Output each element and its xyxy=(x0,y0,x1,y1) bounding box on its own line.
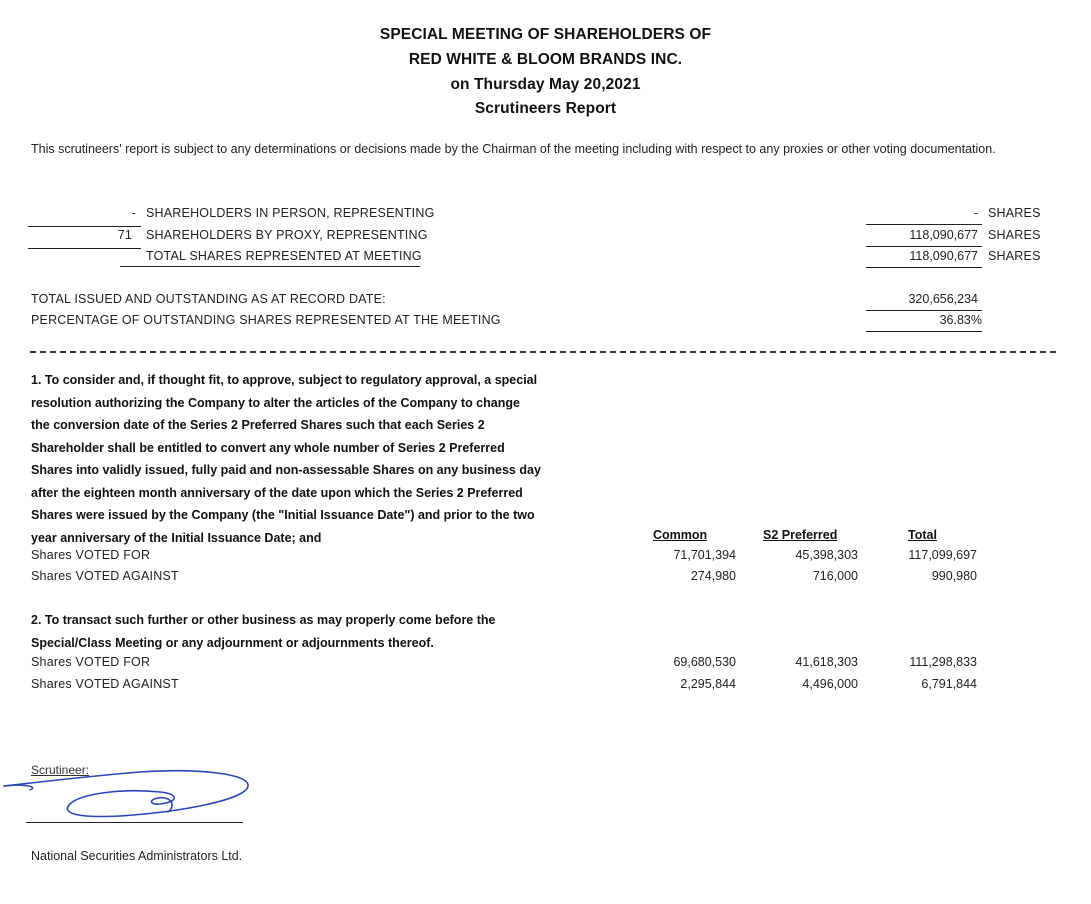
res2-for-label: Shares VOTED FOR xyxy=(31,655,151,669)
signature-stroke xyxy=(4,771,248,817)
res2-against-label: Shares VOTED AGAINST xyxy=(31,677,179,691)
title-line-1: SPECIAL MEETING OF SHAREHOLDERS OF xyxy=(379,26,712,43)
report-title: Scrutineers Report xyxy=(474,100,617,117)
res2-against-total: 6,791,844 xyxy=(921,677,977,691)
proxy-unit: SHARES xyxy=(988,228,1041,242)
resolution-1-text xyxy=(31,369,631,549)
res1-for-label: Shares VOTED FOR xyxy=(31,548,151,562)
resolution-1-line: after the eighteen month anniversary of the date upon which the Series 2 Preferred xyxy=(31,485,523,500)
in-person-shares-line xyxy=(866,224,982,225)
issued-outstanding-value: 320,656,234 xyxy=(908,292,978,306)
disclaimer-text: This scrutineers' report is subject to any determinations or decisions made by the Chairman of the meeting including with respect to any proxies or other voting documentation. xyxy=(31,142,996,156)
column-total: Total xyxy=(908,528,937,542)
resolution-1-line: resolution authorizing the Company to alter the articles of the Company to change xyxy=(31,395,520,410)
in-person-count: - xyxy=(131,206,136,220)
percentage-line-1 xyxy=(866,331,982,332)
total-represented-label: TOTAL SHARES REPRESENTED AT MEETING xyxy=(146,249,422,263)
resolution-2-line: 2. To transact such further or other business as may properly come before the xyxy=(31,613,496,627)
resolution-1-line: 1. To consider and, if thought fit, to approve, subject to regulatory approval, a special xyxy=(31,373,538,387)
total-represented-shares: 118,090,677 xyxy=(909,249,978,263)
proxy-shares-line xyxy=(866,246,982,247)
res1-against-common: 274,980 xyxy=(690,569,736,583)
in-person-label: SHAREHOLDERS IN PERSON, REPRESENTING xyxy=(146,206,435,220)
resolution-1-line: Shareholder shall be entitled to convert any whole number of Series 2 Preferred xyxy=(31,440,505,455)
proxy-count: 71 xyxy=(117,228,132,242)
resolution-2-line: Special/Class Meeting or any adjournment or adjournments thereof. xyxy=(31,635,434,650)
res2-for-preferred: 41,618,303 xyxy=(795,655,858,669)
meeting-date: on Thursday May 20,2021 xyxy=(450,76,641,93)
scrutineer-label: Scrutineer: xyxy=(31,763,90,777)
res2-against-preferred: 4,496,000 xyxy=(802,677,858,691)
in-person-unit: SHARES xyxy=(988,206,1041,220)
proxy-label: SHAREHOLDERS BY PROXY, REPRESENTING xyxy=(146,228,428,242)
total-shares-line xyxy=(866,267,982,268)
res1-for-total: 117,099,697 xyxy=(908,548,977,562)
signature-line xyxy=(26,822,243,823)
percentage-value: 36.83% xyxy=(939,313,982,327)
signature-tail-stroke xyxy=(4,785,33,790)
res1-against-preferred: 716,000 xyxy=(812,569,858,583)
res2-against-common: 2,295,844 xyxy=(680,677,736,691)
proxy-count-line xyxy=(28,248,141,249)
company-name: RED WHITE & BLOOM BRANDS INC. xyxy=(408,51,683,68)
issued-value-line xyxy=(866,310,982,311)
resolution-1-line: Shares into validly issued, fully paid and non-assessable Shares on any business day xyxy=(31,463,541,477)
resolution-1-line: the conversion date of the Series 2 Preferred Shares such that each Series 2 xyxy=(31,418,485,432)
in-person-shares: - xyxy=(973,206,978,220)
resolution-2-text xyxy=(31,609,631,654)
res1-against-total: 990,980 xyxy=(931,569,977,583)
issued-outstanding-label: TOTAL ISSUED AND OUTSTANDING AS AT RECORD DATE: xyxy=(31,292,386,306)
proxy-shares: 118,090,677 xyxy=(909,228,978,242)
percentage-label: PERCENTAGE OF OUTSTANDING SHARES REPRESENTED AT THE MEETING xyxy=(31,313,501,327)
total-represented-unit: SHARES xyxy=(988,249,1041,263)
res1-against-label: Shares VOTED AGAINST xyxy=(31,569,179,583)
scrutineer-company: National Securities Administrators Ltd. xyxy=(31,849,243,863)
resolution-1-line: Shares were issued by the Company (the "Initial Issuance Date") and prior to the two xyxy=(31,508,535,522)
res2-for-total: 111,298,833 xyxy=(909,655,977,669)
column-common: Common xyxy=(653,528,708,542)
handwritten-signature-icon xyxy=(0,760,260,830)
resolution-1-line: year anniversary of the Initial Issuance Date; and xyxy=(31,530,322,545)
res2-for-common: 69,680,530 xyxy=(673,655,736,669)
in-person-count-line xyxy=(28,226,141,227)
total-represented-line xyxy=(120,266,420,267)
res1-for-common: 71,701,394 xyxy=(673,548,736,562)
res1-for-preferred: 45,398,303 xyxy=(795,548,858,562)
column-s2-preferred: S2 Preferred xyxy=(763,528,838,542)
section-separator xyxy=(30,351,1056,353)
